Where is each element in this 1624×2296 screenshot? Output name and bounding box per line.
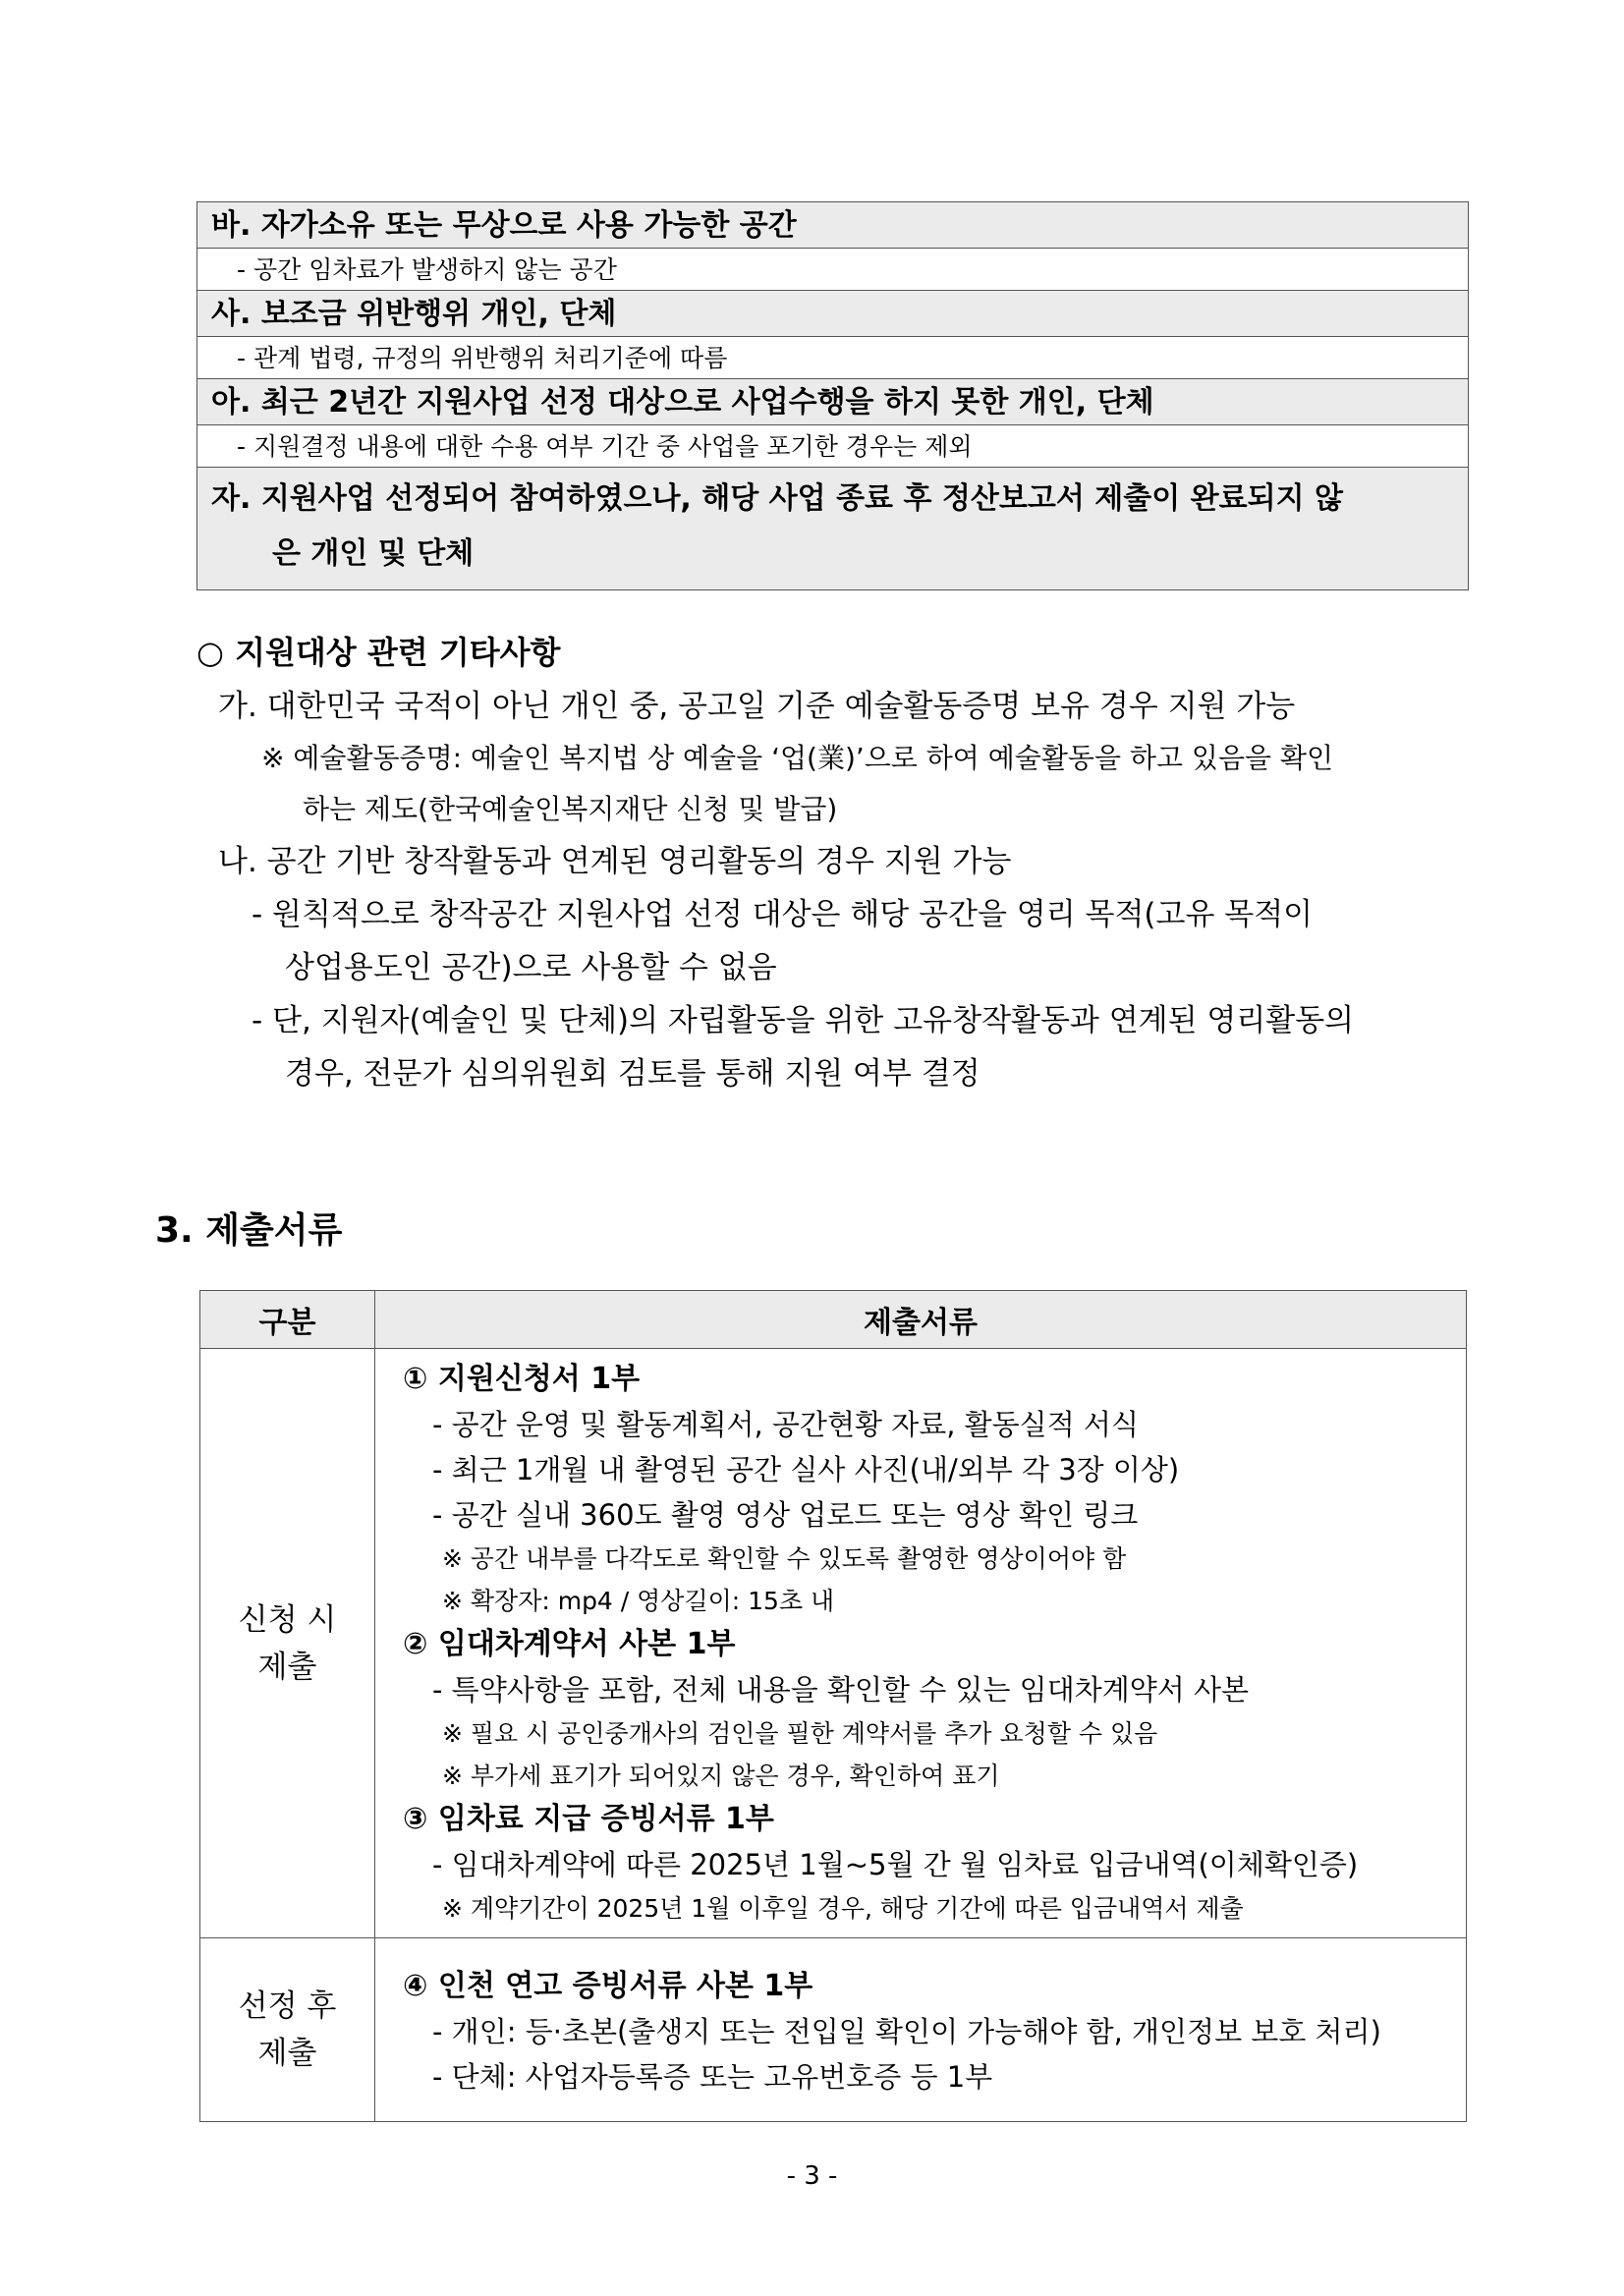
bullet-line: 상업용도인 공간)으로 사용할 수 없음 — [285, 950, 777, 985]
table-row — [200, 1938, 1467, 2122]
document-detail: - 공간 운영 및 활동계획서, 공간현황 자료, 활동실적 서식 — [432, 1408, 1139, 1441]
documents-cell — [375, 1349, 1467, 1938]
section-title: 3. 제출서류 — [155, 1210, 343, 1251]
document-detail: - 최근 1개월 내 촬영된 공간 실사 사진(내/외부 각 3장 이상) — [432, 1453, 1180, 1486]
bullet-line: - 단, 지원자(예술인 및 단체)의 자립활동을 위한 고유창작활동과 연계된 영리활동의 — [252, 1003, 1355, 1038]
note-line: 하는 제도(한국예술인복지재단 신청 및 발급) — [303, 793, 838, 825]
other-items-title: ○ 지원대상 관련 기타사항 — [196, 634, 561, 671]
document-detail: - 개인: 등·초본(출생지 또는 전입일 확인이 가능해야 함, 개인정보 보호 처리) — [432, 2015, 1381, 2048]
exclusion-detail: - 공간 임차료가 발생하지 않는 공간 — [197, 249, 1468, 291]
document-item: ① 지원신청서 1부 — [403, 1362, 641, 1396]
page-number: - 3 - — [786, 2161, 838, 2191]
document-note: ※ 부가세 표기가 되어있지 않은 경우, 확인하여 표기 — [442, 1762, 1000, 1790]
exclusion-detail: - 지원결정 내용에 대한 수용 여부 기간 중 사업을 포기한 경우는 제외 — [197, 425, 1468, 468]
document-note: ※ 공간 내부를 다각도로 확인할 수 있도록 촬영한 영상이어야 함 — [442, 1544, 1127, 1573]
document-detail: - 임대차계약에 따른 2025년 1월~5월 간 월 임차료 입금내역(이체확인증) — [432, 1848, 1359, 1881]
exclusion-heading-last — [197, 468, 1468, 589]
bullet-line: 경우, 전문가 심의위원회 검토를 통해 지원 여부 결정 — [285, 1056, 980, 1092]
document-item: ② 임대차계약서 사본 1부 — [403, 1627, 736, 1661]
exclusion-table — [196, 201, 1469, 590]
exclusion-heading: 바. 자가소유 또는 무상으로 사용 가능한 공간 — [197, 202, 1468, 249]
exclusion-heading-line: 은 개인 및 단체 — [272, 536, 475, 571]
documents-cell — [375, 1938, 1467, 2122]
table-header-category: 구분 — [200, 1291, 375, 1349]
category-cell — [200, 1938, 375, 2122]
document-item: ③ 임차료 지급 증빙서류 1부 — [403, 1802, 774, 1836]
table-row — [200, 1349, 1467, 1938]
item-ga: 가. 대한민국 국적이 아닌 개인 중, 공고일 기준 예술활동증명 보유 경우 지원 가능 — [218, 689, 1296, 724]
bullet-line: - 원칙적으로 창작공간 지원사업 선정 대상은 해당 공간을 영리 목적(고유 목적이 — [252, 897, 1314, 932]
category-label: 제출 — [257, 1649, 317, 1685]
document-detail: - 단체: 사업자등록증 또는 고유번호증 등 1부 — [432, 2060, 993, 2094]
document-note: ※ 계약기간이 2025년 1월 이후일 경우, 해당 기간에 따른 입금내역서 제출 — [442, 1894, 1244, 1923]
document-note: ※ 확장자: mp4 / 영상길이: 15초 내 — [442, 1587, 835, 1615]
category-label: 신청 시 — [238, 1601, 337, 1638]
table-header-documents: 제출서류 — [375, 1291, 1467, 1349]
document-item: ④ 인천 연고 증빙서류 사본 1부 — [403, 1969, 813, 2003]
other-items-section — [196, 625, 1493, 1100]
exclusion-heading-line: 자. 지원사업 선정되어 참여하였으나, 해당 사업 종료 후 정산보고서 제출이 완료되지 않 — [211, 481, 1343, 516]
category-label: 제출 — [257, 2036, 317, 2071]
item-na: 나. 공간 기반 창작활동과 연계된 영리활동의 경우 지원 가능 — [218, 844, 1012, 879]
category-label: 선정 후 — [238, 1988, 337, 2024]
exclusion-heading: 아. 최근 2년간 지원사업 선정 대상으로 사업수행을 하지 못한 개인, 단체 — [197, 379, 1468, 425]
category-cell — [200, 1349, 375, 1938]
documents-table — [199, 1290, 1467, 2122]
exclusion-heading: 사. 보조금 위반행위 개인, 단체 — [197, 291, 1468, 337]
document-detail: - 특약사항을 포함, 전체 내용을 확인할 수 있는 임대차계약서 사본 — [432, 1673, 1250, 1707]
exclusion-detail: - 관계 법령, 규정의 위반행위 처리기준에 따름 — [197, 337, 1468, 379]
document-detail: - 공간 실내 360도 촬영 영상 업로드 또는 영상 확인 링크 — [432, 1498, 1139, 1532]
note-line: ※ 예술활동증명: 예술인 복지법 상 예술을 ‘업(業)’으로 하여 예술활동을 하고 있음을 확인 — [261, 742, 1334, 774]
document-note: ※ 필요 시 공인중개사의 검인을 필한 계약서를 추가 요청할 수 있음 — [442, 1719, 1158, 1748]
